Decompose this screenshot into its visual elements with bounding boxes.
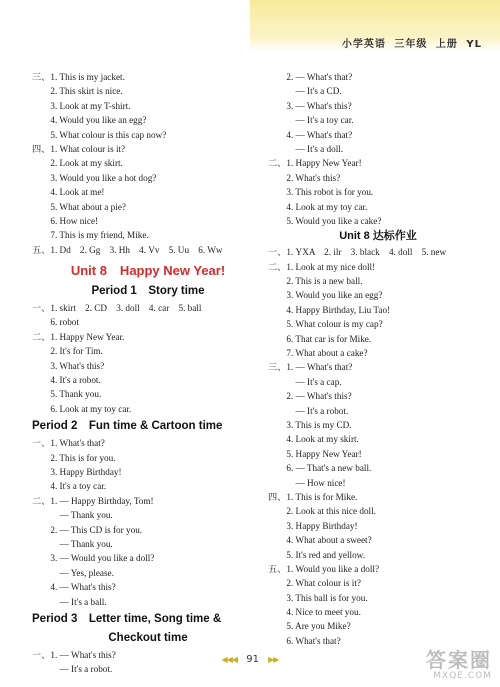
answer-line: — Thank you. [32, 538, 113, 549]
answer-line: 五、1. Would you like a doll? [268, 563, 380, 574]
answer-line: 2. This is a new ball. [268, 276, 363, 287]
watermark-logo [426, 649, 492, 681]
answer-line: 6. robot [32, 317, 79, 328]
answer-line: 5. Are you Mike? [268, 621, 351, 632]
answer-line: 5. What about a pie? [32, 201, 126, 212]
answer-line: 2. It's for Tim. [32, 346, 103, 357]
answer-line: 4. It's a robot. [32, 375, 101, 386]
period-heading: Period 2 Fun time & Cartoon time [32, 420, 223, 433]
header-level: 小学英语 [341, 39, 386, 50]
answer-line: 三、1. — What's that? [268, 362, 353, 373]
answer-line: — How nice! [268, 477, 346, 488]
answer-line: — Thank you. [32, 510, 113, 521]
prev-arrows-icon: ◀◀◀ [221, 655, 238, 664]
answer-line: 3. What's this? [32, 360, 105, 371]
answer-line: — It's a CD. [268, 86, 342, 97]
answer-line: — Yes, please. [32, 567, 114, 578]
practice-heading: Unit 8 达标作业 [339, 230, 417, 243]
answer-line: 3. Would you like a hot dog? [32, 172, 157, 183]
answer-line: 4. Would you like an egg? [32, 115, 147, 126]
answer-line: 4. Look at me! [32, 187, 105, 198]
answer-line: 2. Look at this nice doll. [268, 506, 376, 517]
next-arrows-icon: ▶▶ [268, 655, 279, 664]
answer-line: 7. What about a cake? [268, 348, 368, 359]
answer-line: 四、1. What colour is it? [32, 143, 126, 154]
answer-line: 4. Nice to meet you. [268, 607, 361, 618]
answer-line: 4. Happy Birthday, Liu Tao! [268, 304, 391, 315]
answer-line: 5. It's red and yellow. [268, 549, 365, 560]
answer-line: 3. — What's this? [268, 100, 352, 111]
answer-line: 2. — What's this? [268, 391, 352, 402]
answer-line: 3. This ball is for you. [268, 592, 368, 603]
header-grade: 三年级 [394, 39, 428, 50]
answer-line: 4. It's a toy car. [32, 481, 107, 492]
answer-line: 三、1. This is my jacket. [32, 72, 125, 82]
page-number: 91 [246, 654, 259, 665]
left-column [32, 70, 264, 677]
answer-line: 5. Thank you. [32, 389, 102, 400]
answer-line: 二、1. — Happy Birthday, Tom! [32, 495, 154, 506]
answer-line: 一、1. YXA 2. ilr 3. black 4. doll 5. new [268, 247, 447, 258]
answer-line: 4. Look at my toy car. [268, 201, 368, 212]
answer-line: — It's a cap. [268, 376, 342, 387]
answer-line: 7. This is my friend, Mike. [32, 230, 149, 241]
answer-line: 3. Would you like an egg? [268, 290, 383, 301]
answer-line: 6. How nice! [32, 215, 99, 226]
answer-line: — It's a robot. [268, 405, 349, 416]
watermark-url: MXQE.COM [433, 671, 492, 681]
answer-line: 5. What colour is this cap now? [32, 129, 167, 140]
answer-line: 4. — What's that? [268, 129, 353, 140]
answer-line: 五、1. Dd 2. Gg 3. Hh 4. Vv 5. Uu 6. Ww [32, 244, 223, 255]
answer-line: 一、1. What's that? [32, 438, 105, 449]
answer-line: 2. What's this? [268, 172, 341, 183]
answer-line: — It's a robot. [32, 664, 113, 675]
answer-line: 一、1. — What's this? [32, 649, 116, 660]
period-heading: Checkout time [108, 631, 188, 644]
answer-line: 6. That car is for Mike. [268, 333, 372, 344]
answer-line: 6. What's that? [268, 635, 341, 646]
answer-line: 2. This skirt is nice. [32, 86, 123, 97]
answer-line: — It's a doll. [268, 143, 344, 154]
answer-line: 4. — What's this? [32, 582, 116, 593]
answer-line: 3. This robot is for you. [268, 187, 374, 198]
answer-line: 5. What colour is my cap? [268, 319, 383, 330]
answer-line: 四、1. This is for Mike. [268, 491, 358, 502]
answer-line: 3. Happy Birthday! [32, 466, 122, 477]
answer-line: 二、1. Look at my nice doll! [268, 261, 376, 272]
answer-line: 一、1. skirt 2. CD 3. doll 4. car 5. ball [32, 303, 202, 314]
answer-line: 2. What colour is it? [268, 578, 361, 589]
period-heading: Period 1 Story time [91, 285, 205, 298]
answer-line: 6. — That's a new ball. [268, 463, 372, 474]
right-column [268, 70, 488, 648]
answer-line: 4. Look at my skirt. [268, 434, 359, 445]
answer-line: — It's a toy car. [268, 115, 354, 126]
answer-line: 2. — This CD is for you. [32, 524, 143, 535]
answer-line: — It's a ball. [32, 596, 107, 607]
answer-line: 3. Look at my T-shirt. [32, 100, 131, 111]
answer-line: 2. — What's that? [268, 72, 353, 82]
running-header [338, 35, 482, 50]
period-heading: Period 3 Letter time, Song time & [32, 612, 222, 625]
answer-line: 3. Happy Birthday! [268, 520, 358, 531]
page-footer [0, 654, 500, 665]
answer-line: 3. — Would you like a doll? [32, 553, 155, 564]
answer-line: 4. What about a sweet? [268, 535, 372, 546]
answer-line: 6. Look at my toy car. [32, 403, 132, 414]
answer-line: 5. Happy New Year! [268, 448, 362, 459]
answer-line: 5. Would you like a cake? [268, 215, 382, 226]
answer-line: 二、1. Happy New Year. [32, 331, 125, 342]
unit-heading: Unit 8 Happy New Year! [70, 263, 226, 279]
answer-line: 2. Look at my skirt. [32, 158, 123, 169]
answer-line: 3. This is my CD. [268, 419, 352, 430]
header-edition: YL [466, 39, 482, 50]
watermark-text: 答案圈 [426, 648, 492, 672]
answer-line: 2. This is for you. [32, 452, 116, 463]
answer-line: 二、1. Happy New Year! [268, 158, 362, 169]
header-term: 上册 [435, 39, 458, 50]
